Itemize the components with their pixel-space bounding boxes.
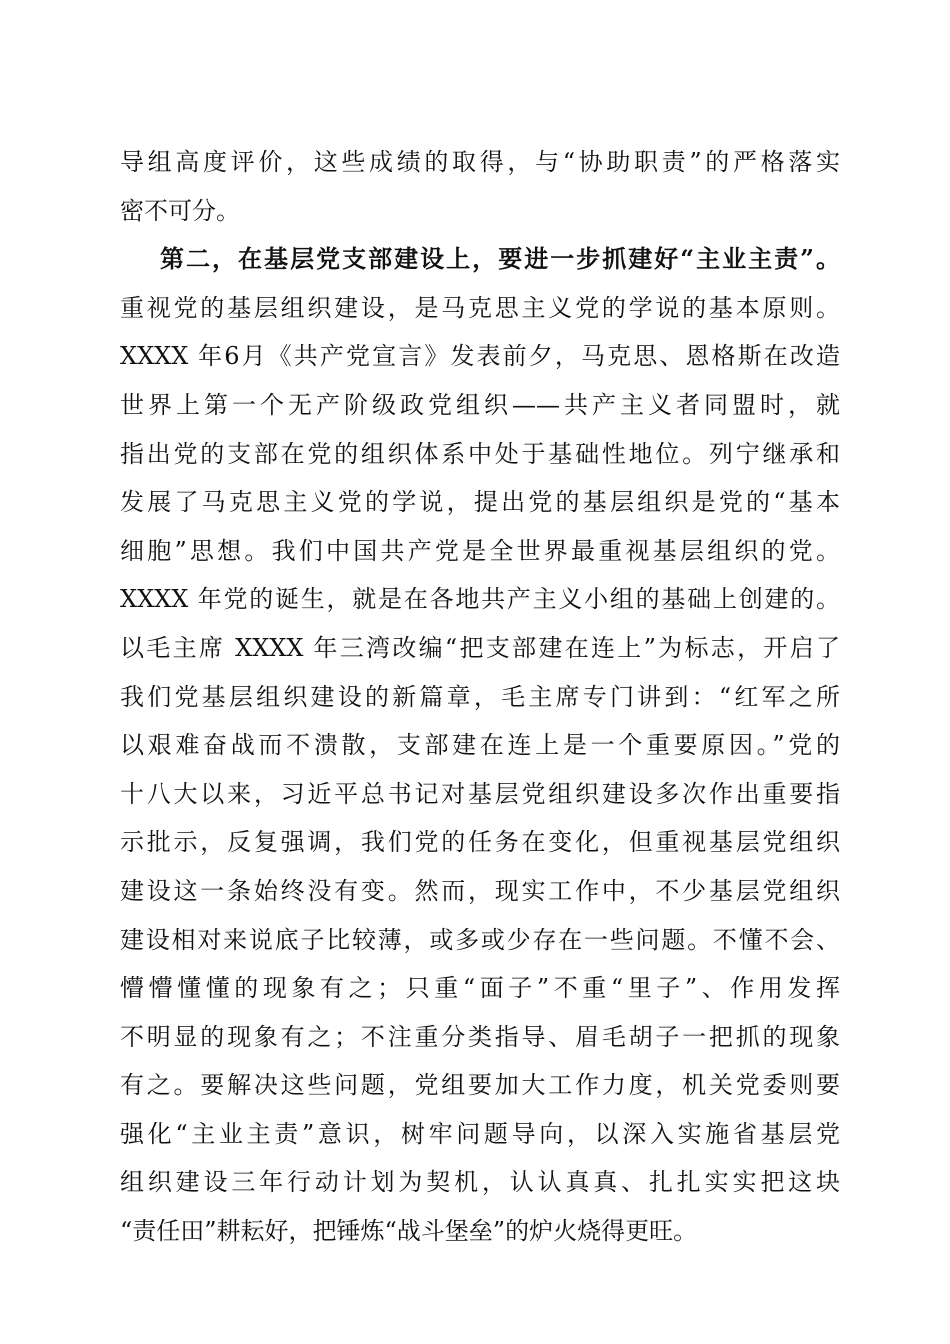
text-line-5: XXXX 年6月《共产党宣言》发表前夕，马克思、恩格斯在改造 (120, 342, 840, 371)
text-line-8: 发展了马克思主义党的学说，提出党的基层组织是党的“基本 (120, 488, 840, 517)
text-line-20: 有之。要解决这些问题，党组要加大工作力度，机关党委则要 (120, 1071, 840, 1100)
text-line-17: 建设相对来说底子比较薄，或多或少存在一些问题。不懂不会、 (120, 925, 840, 954)
text-line-13: 以艰难奋战而不溃散，支部建在连上是一个重要原因。”党的 (120, 731, 840, 760)
text-line-19: 不明显的现象有之；不注重分类指导、眉毛胡子一把抓的现象 (120, 1022, 840, 1051)
text-line-11: 以毛主席 XXXX 年三湾改编“把支部建在连上”为标志，开启了 (120, 633, 840, 662)
text-line-9: 细胞”思想。我们中国共产党是全世界最重视基层组织的党。 (120, 536, 840, 565)
text-line-2: 密不可分。 (120, 196, 240, 225)
text-line-16: 建设这一条始终没有变。然而，现实工作中，不少基层党组织 (120, 876, 840, 905)
text-line-10: XXXX 年党的诞生，就是在各地共产主义小组的基础上创建的。 (120, 585, 840, 614)
text-line-1: 导组高度评价，这些成绩的取得，与“协助职责”的严格落实 (120, 148, 840, 176)
text-line-14: 十八大以来，习近平总书记对基层党组织建设多次作出重要指 (120, 779, 840, 808)
text-line-4: 重视党的基层组织建设，是马克思主义党的学说的基本原则。 (120, 293, 840, 322)
text-line-21: 强化“主业主责”意识，树牢问题导向，以深入实施省基层党 (120, 1119, 840, 1148)
paragraph-heading-line: 第二，在基层党支部建设上，要进一步抓建好“主业主责”。 (160, 244, 840, 274)
text-line-15: 示批示，反复强调，我们党的任务在变化，但重视基层党组织 (120, 828, 840, 857)
text-line-22: 组织建设三年行动计划为契机，认认真真、扎扎实实把这块 (120, 1168, 840, 1197)
text-line-7: 指出党的支部在党的组织体系中处于基础性地位。列宁继承和 (120, 439, 840, 468)
text-line-6: 世界上第一个无产阶级政党组织——共产主义者同盟时，就 (120, 390, 840, 419)
text-line-12: 我们党基层组织建设的新篇章，毛主席专门讲到：“红军之所 (120, 682, 840, 711)
text-line-23: “责任田”耕耘好，把锤炼“战斗堡垒”的炉火烧得更旺。 (120, 1217, 698, 1246)
text-line-18: 懵懵懂懂的现象有之；只重“面子”不重“里子”、作用发挥 (120, 974, 840, 1003)
body-text (120, 138, 840, 1256)
